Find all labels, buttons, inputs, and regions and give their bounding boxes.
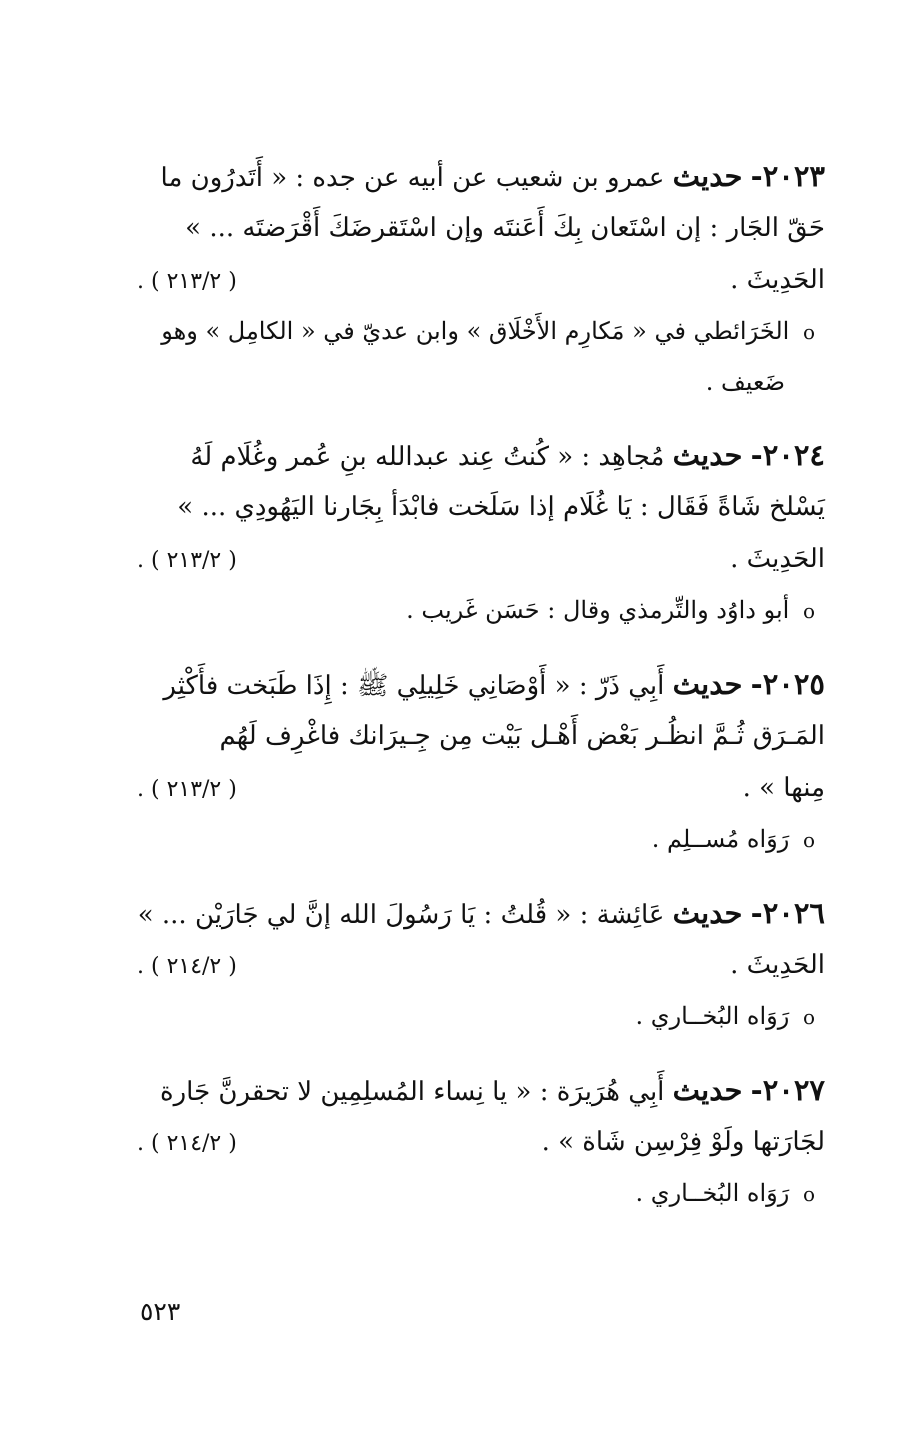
entry-text: أَبِي ذَرّ : « أَوْصَانِي خَلِيلِي ﷺ : إِذَا طَبَخت فأَكْثِر (163, 671, 665, 701)
source-note (125, 1168, 825, 1219)
hadith-entry-2026 (125, 887, 825, 1042)
hadith-entry-2027 (125, 1064, 825, 1219)
note-text: الخَرَائطي في « مَكارِم الأَخْلَاق » وابن عديّ في « الكامِل » وهو (161, 317, 790, 345)
entry-text-line: الحَدِيثَ . (730, 950, 825, 980)
entry-text: عمرو بن شعيب عن أبيه عن جده : « أَتَدرُون ما (160, 163, 665, 193)
circle-bullet-icon: o (802, 599, 815, 623)
circle-bullet-icon: o (802, 828, 815, 852)
note-text: رَوَاه البُخــاري . (635, 1179, 790, 1207)
entry-first-line (125, 429, 825, 481)
entry-text-line: المَـرَق ثُـمَّ انظُـر بَعْض أَهْـل بَيْت مِن جِـيرَانك فاغْرِف لَهُم (219, 721, 825, 751)
entry-number: ٢٠٢٤- (750, 438, 825, 472)
hadith-keyword: حديث (672, 438, 743, 472)
entry-number: ٢٠٢٥- (750, 667, 825, 701)
entry-text: أَبِي هُرَيرَة : « يا نِساء المُسلِمِين لا تحقرنَّ جَارة (159, 1077, 665, 1107)
source-note (125, 814, 825, 865)
note-text: رَوَاه مُســلِم . (651, 825, 790, 853)
source-note (125, 585, 825, 636)
entry-number: ٢٠٢٧- (750, 1073, 825, 1107)
hadith-entry-2024 (125, 429, 825, 636)
entry-text-line: لجَارَتها ولَوْ فِرْسِن شَاة » . (541, 1127, 825, 1157)
source-reference: ( ٢١٤/٢ ) . (137, 954, 237, 979)
entry-number: ٢٠٢٣- (750, 159, 825, 193)
entry-first-line (125, 150, 825, 202)
page-number: ٥٢٣ (140, 1297, 181, 1326)
entry-ref-row (125, 939, 825, 991)
entry-text-line: الحَدِيثَ . (730, 544, 825, 574)
source-reference: ( ٢١٣/٢ ) . (137, 269, 237, 294)
entry-first-line (125, 1064, 825, 1116)
entry-first-line (125, 887, 825, 939)
source-reference: ( ٢١٣/٢ ) . (137, 777, 237, 802)
note-text: رَوَاه البُخــاري . (635, 1002, 790, 1030)
source-reference: ( ٢١٣/٢ ) . (137, 548, 237, 573)
page-body (125, 150, 825, 1241)
source-note (125, 306, 825, 407)
entry-ref-row (125, 254, 825, 306)
hadith-keyword: حديث (672, 896, 743, 930)
source-note (125, 991, 825, 1042)
entry-number: ٢٠٢٦- (750, 896, 825, 930)
note-text: ضَعيف . (705, 368, 785, 396)
circle-bullet-icon: o (802, 320, 815, 344)
hadith-keyword: حديث (672, 1073, 743, 1107)
hadith-keyword: حديث (672, 159, 743, 193)
entry-ref-row (125, 1116, 825, 1168)
entry-ref-row (125, 762, 825, 814)
hadith-entry-2023 (125, 150, 825, 407)
entry-text-line: مِنها » . (742, 773, 825, 803)
entry-text-line: يَسْلخ شَاةً فَقَال : يَا غُلَام إذا سَلَخت فابْدَأ بِجَارنا اليَهُودِي ... » (177, 492, 825, 522)
note-text: أبو داوُد والتِّرمذي وقال : حَسَن غَريب . (406, 596, 790, 624)
entry-text: عَائِشة : « قُلتُ : يَا رَسُولَ الله إنَّ لي جَارَيْن ... » (137, 900, 665, 930)
entry-text: مُجاهِد : « كُنتُ عِند عبدالله بنِ عُمر وغُلَام لَهُ (190, 442, 665, 472)
entry-text-line: حَقّ الجَار : إن اسْتَعان بِكَ أَعَنتَه وإن اسْتَقرضَكَ أَقْرَضتَه ... » (185, 213, 825, 243)
source-reference: ( ٢١٤/٢ ) . (137, 1131, 237, 1156)
entry-first-line (125, 658, 825, 710)
circle-bullet-icon: o (802, 1182, 815, 1206)
hadith-keyword: حديث (672, 667, 743, 701)
entry-ref-row (125, 533, 825, 585)
circle-bullet-icon: o (802, 1005, 815, 1029)
entry-text-line: الحَدِيثَ . (730, 265, 825, 295)
hadith-entry-2025 (125, 658, 825, 865)
